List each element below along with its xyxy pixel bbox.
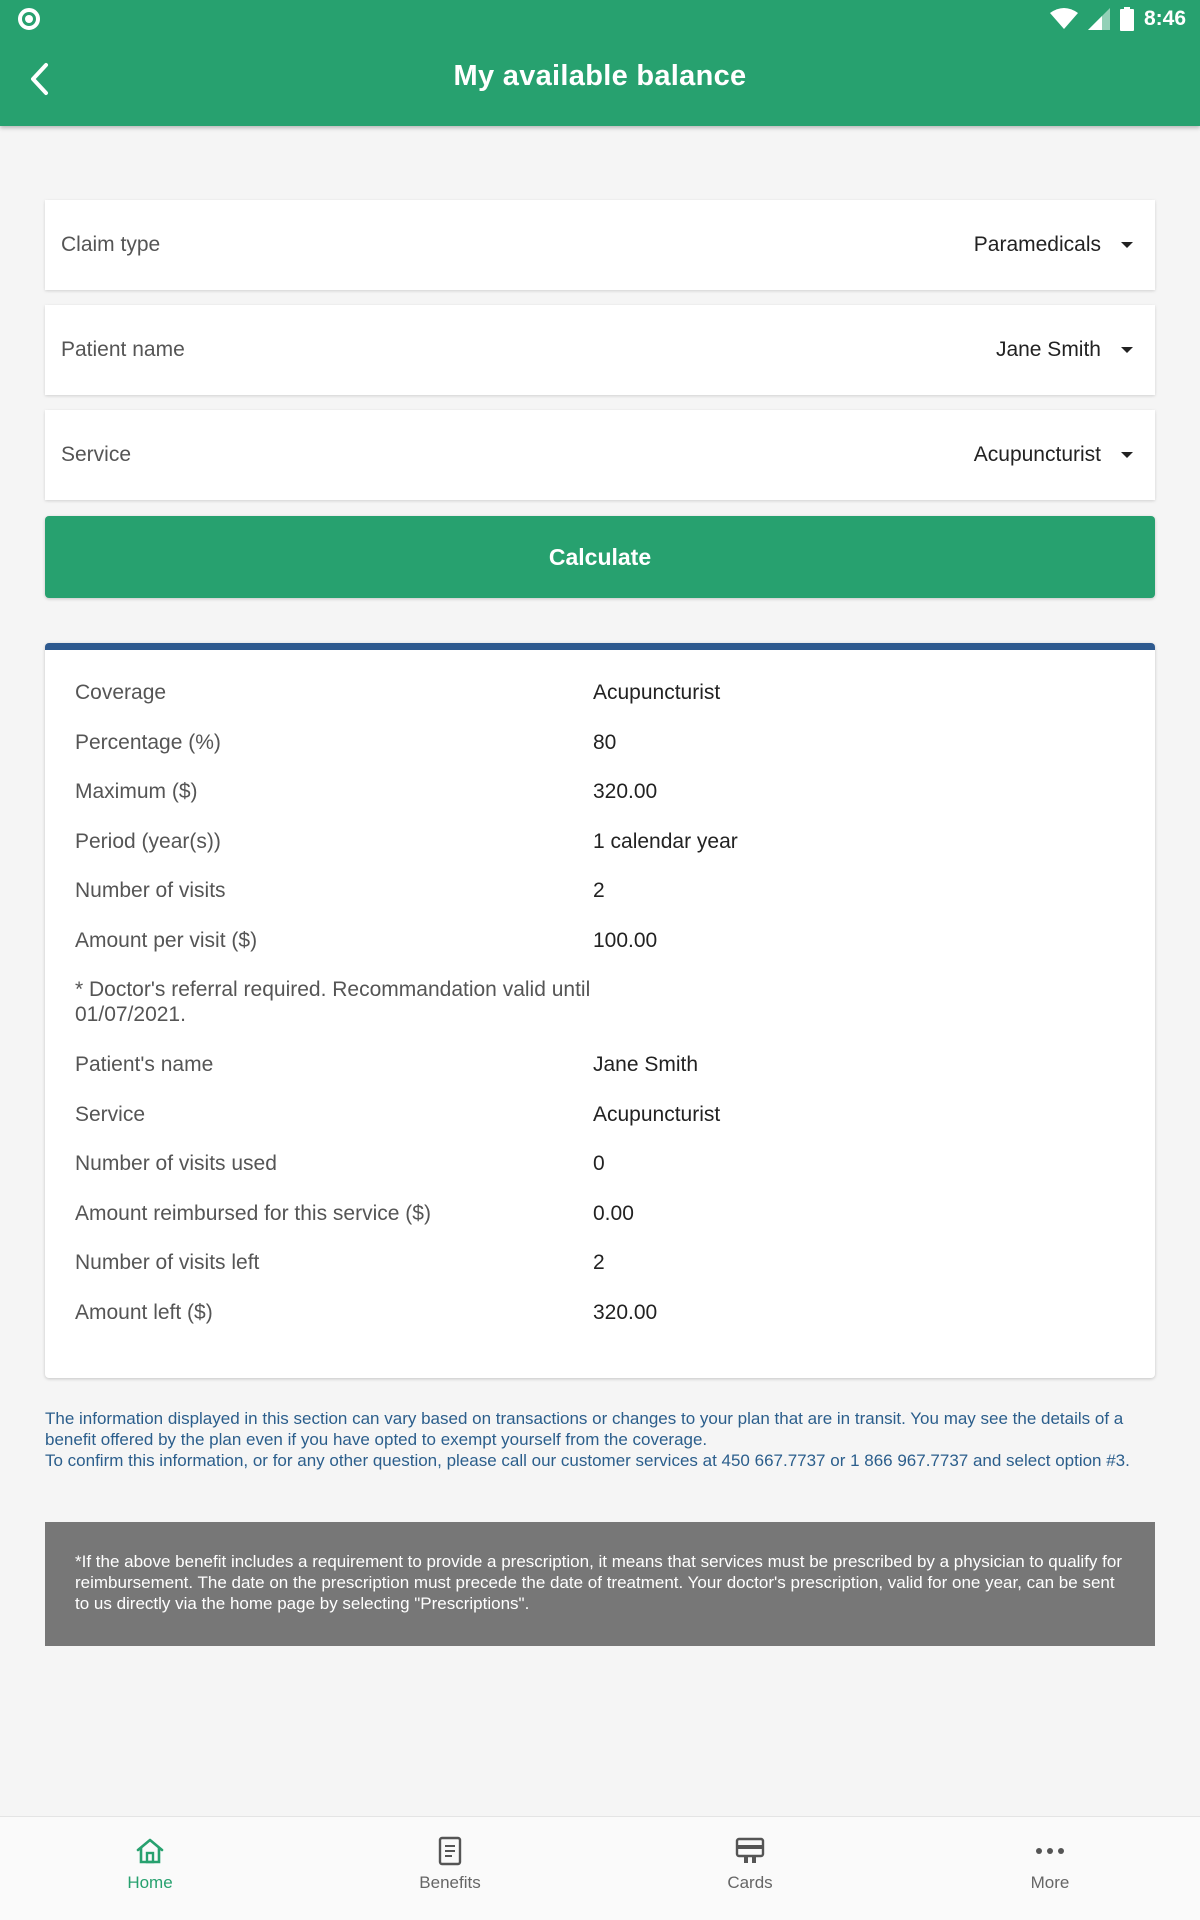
result-row: Number of visits left 2 — [75, 1251, 605, 1274]
notification-dot-icon — [18, 8, 40, 30]
signal-icon — [1088, 8, 1110, 30]
status-indicators — [1050, 4, 1186, 34]
dropdown-caret-icon — [1121, 242, 1133, 248]
patient-name-value: Jane Smith — [995, 338, 1101, 361]
nav-more-label: More — [1030, 1873, 1070, 1892]
nav-cards-label: Cards — [727, 1873, 773, 1892]
nav-cards[interactable] — [600, 1817, 900, 1920]
info-line-2: To confirm this information, or for any other question, please call our customer services at 450 667.7737 or 1 866 967.7737 and select option #3. — [45, 1451, 1130, 1470]
dropdown-caret-icon — [1121, 347, 1133, 353]
claim-type-select[interactable] — [45, 200, 1155, 290]
more-icon — [1033, 1835, 1067, 1867]
result-row: Maximum ($) 320.00 — [75, 780, 658, 803]
nav-benefits[interactable] — [300, 1817, 600, 1920]
battery-icon — [1120, 7, 1134, 31]
result-row: Number of visits 2 — [75, 879, 605, 902]
result-row: Number of visits used 0 — [75, 1152, 605, 1175]
patient-name-label: Patient name — [61, 338, 185, 361]
service-value: Acupuncturist — [973, 443, 1101, 466]
bottom-nav — [0, 1816, 1200, 1920]
title-row — [0, 42, 1200, 116]
status-bar — [0, 0, 1200, 38]
status-time: 8:46 — [1143, 7, 1186, 30]
result-row: Coverage Acupuncturist — [75, 681, 721, 704]
result-row: Amount per visit ($) 100.00 — [75, 928, 658, 952]
balance-result-card — [45, 643, 1155, 1378]
nav-benefits-label: Benefits — [419, 1873, 481, 1892]
nav-home[interactable] — [0, 1817, 300, 1920]
claim-type-label: Claim type — [61, 233, 161, 256]
result-row: Service Acupuncturist — [75, 1102, 721, 1126]
prescription-notice-text: *If the above benefit includes a requirement to provide a prescription, it means that services must be prescribed by a physician to qualify for reimbursement. The date on the prescription must precede the date of treatment. Your doctor's prescription, valid for one year, can be sent to us directly via the home page by selecting "Prescriptions". — [75, 1552, 1122, 1613]
page-title: My available balance — [453, 60, 747, 92]
prescription-notice — [45, 1522, 1155, 1646]
result-row: Amount left ($) 320.00 — [75, 1300, 658, 1324]
document-icon — [433, 1835, 467, 1867]
calculate-button[interactable]: Calculate — [45, 516, 1155, 598]
nav-more[interactable] — [900, 1817, 1200, 1920]
info-disclaimer — [45, 1408, 1155, 1471]
wifi-icon — [1050, 8, 1078, 30]
service-select[interactable] — [45, 410, 1155, 500]
referral-note: * Doctor's referral required. Recommandation valid until 01/07/2021. — [75, 978, 591, 1026]
result-row: Patient's name Jane Smith — [75, 1053, 699, 1076]
dropdown-caret-icon — [1121, 452, 1133, 458]
claim-type-value: Paramedicals — [973, 233, 1101, 256]
info-line-1: The information displayed in this section can vary based on transactions or changes to your plan that are in transit. You may see the details of a benefit offered by the plan even if you have opted to exempt yourself from the coverage. — [45, 1409, 1124, 1449]
app-bar — [0, 0, 1200, 126]
result-row: Amount reimbursed for this service ($) 0.00 — [75, 1201, 634, 1225]
home-icon — [133, 1835, 167, 1867]
result-row: Percentage (%) 80 — [75, 730, 617, 754]
nav-home-label: Home — [127, 1873, 173, 1892]
patient-name-select[interactable] — [45, 305, 1155, 395]
service-label: Service — [61, 443, 132, 466]
card-icon — [733, 1835, 767, 1867]
result-row: Period (year(s)) 1 calendar year — [75, 829, 738, 853]
